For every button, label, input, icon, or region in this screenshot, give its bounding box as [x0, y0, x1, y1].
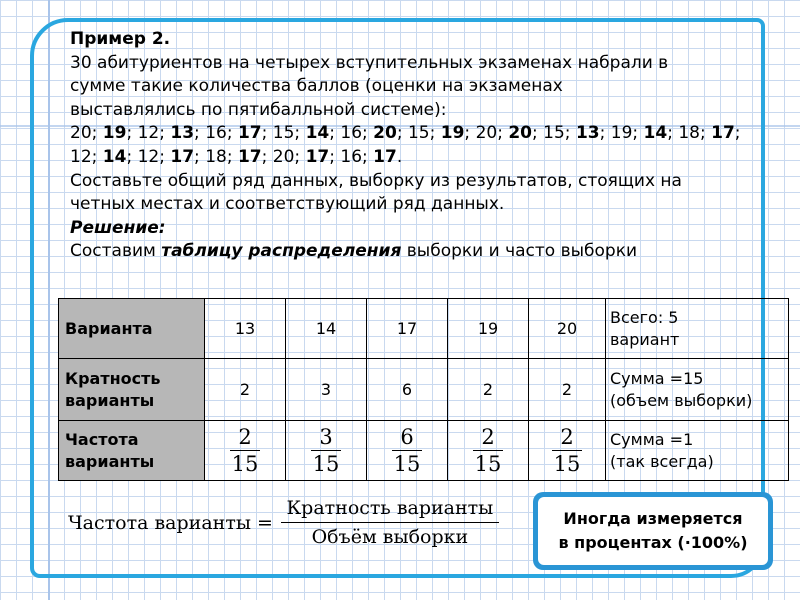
score-value: 17	[711, 123, 735, 144]
table-row	[59, 359, 789, 421]
multiplicity-cell: 2	[448, 359, 529, 421]
multiplicity-cell: 2	[205, 359, 286, 421]
fraction-bar	[473, 450, 503, 451]
fraction-bar	[311, 450, 341, 451]
fraction-numerator: 2	[560, 425, 574, 449]
fraction	[392, 425, 422, 476]
fraction-denominator: 15	[553, 452, 581, 476]
score-value: 14	[643, 123, 668, 144]
example-text	[70, 28, 760, 264]
score-value: 14	[102, 146, 127, 167]
problem-line-3: выставлялись по пятибалльной системе):	[70, 99, 447, 120]
multiplicity-cell: 2	[529, 359, 606, 421]
row-header-frequency	[59, 421, 205, 481]
fraction-denominator: 15	[393, 452, 421, 476]
solution-post: выборки и часто выборки	[401, 241, 638, 262]
multiplicity-cell: 3	[286, 359, 367, 421]
fraction-denominator: 15	[312, 452, 340, 476]
header-line: Кратность	[65, 368, 161, 388]
score-value: 16	[340, 146, 363, 167]
score-value: 13	[575, 123, 600, 144]
score-value: 19	[102, 123, 127, 144]
score-value: 17	[237, 123, 262, 144]
task-line-2: четных местах и соответствующий ряд данных.	[70, 194, 505, 215]
fraction-bar	[392, 450, 422, 451]
fraction-numerator: 6	[400, 425, 414, 449]
frequency-cell	[205, 421, 286, 481]
fraction-denominator: 15	[474, 452, 502, 476]
solution-label: Решение:	[70, 217, 166, 238]
frequency-formula	[68, 497, 499, 548]
frequency-cell	[448, 421, 529, 481]
score-value: 13	[170, 123, 195, 144]
formula-equals: =	[256, 511, 273, 534]
variant-note	[606, 299, 789, 359]
fraction	[552, 425, 582, 476]
score-value: 19	[610, 123, 633, 144]
example-title: Пример 2.	[70, 29, 171, 49]
table-row	[59, 421, 789, 481]
score-value: 17	[170, 146, 195, 167]
note-line: (так всегда)	[610, 451, 714, 471]
formula-denominator: Объём выборки	[311, 526, 469, 548]
row-header-multiplicity	[59, 359, 205, 421]
solution-line	[70, 240, 760, 264]
score-value: 12	[70, 146, 92, 167]
score-value: 15	[407, 123, 430, 144]
frequency-cell	[529, 421, 606, 481]
fraction	[230, 425, 260, 476]
note-line: Всего: 5	[610, 307, 679, 327]
score-value: 20	[70, 123, 92, 144]
header-line: варианты	[65, 451, 155, 471]
note-line: Сумма =1	[610, 429, 694, 449]
percent-callout	[533, 492, 773, 570]
multiplicity-cell: 6	[367, 359, 448, 421]
score-value: 15	[272, 123, 295, 144]
note-line: (объем выборки)	[610, 390, 753, 410]
score-value: 20	[475, 123, 498, 144]
fraction	[311, 425, 341, 476]
header-line: Частота	[65, 429, 139, 449]
score-value: 17	[373, 146, 397, 167]
variant-cell: 13	[205, 299, 286, 359]
callout-body	[538, 497, 768, 565]
solution-bold: таблицу распределения	[161, 241, 402, 262]
variant-cell: 17	[367, 299, 448, 359]
formula-numerator: Кратность варианты	[286, 497, 494, 519]
scores-line-2: 12; 14; 12; 17; 18; 17; 20; 17; 16; 17.	[70, 146, 403, 167]
fraction-bar	[230, 450, 260, 451]
frequency-cell	[367, 421, 448, 481]
fraction-bar	[552, 450, 582, 451]
note-line: Сумма =15	[610, 368, 704, 388]
formula-bar	[281, 522, 499, 523]
formula-lhs: Частота варианты	[68, 511, 251, 534]
header-line: варианты	[65, 390, 155, 410]
score-value: 14	[305, 123, 330, 144]
variant-cell: 19	[448, 299, 529, 359]
formula-fraction	[281, 497, 499, 548]
fraction	[473, 425, 503, 476]
task-line-1: Составьте общий ряд данных, выборку из результатов, стоящих на	[70, 170, 682, 191]
variant-cell: 14	[286, 299, 367, 359]
score-value: 17	[305, 146, 330, 167]
score-value: 20	[373, 123, 397, 144]
fraction-numerator: 3	[319, 425, 333, 449]
note-line: вариант	[610, 329, 680, 349]
score-value: 16	[205, 123, 227, 144]
solution-pre: Составим	[70, 241, 162, 262]
problem-line-1: 30 абитуриентов на четырех вступительных экзаменах набрали в	[70, 52, 669, 73]
fraction-numerator: 2	[481, 425, 495, 449]
frequency-cell	[286, 421, 367, 481]
score-value: 18	[205, 146, 227, 167]
score-value: 12	[137, 123, 160, 144]
score-value: 16	[340, 123, 363, 144]
score-value: 20	[272, 146, 295, 167]
row-header-variant: Варианта	[59, 299, 205, 359]
fraction-denominator: 15	[231, 452, 259, 476]
score-value: 17	[237, 146, 262, 167]
score-value: 18	[678, 123, 700, 144]
score-value: 15	[543, 123, 565, 144]
score-value: 12	[137, 146, 160, 167]
distribution-table	[58, 298, 789, 481]
score-value: 20	[508, 123, 533, 144]
callout-line-2: в процентах (·100%)	[558, 533, 748, 552]
problem-line-2: сумме такие количества баллов (оценки на экзаменах	[70, 76, 563, 97]
scores-line-1: 20; 19; 12; 13; 16; 17; 15; 14; 16; 20; 15; 19; 20; 20; 15; 13; 19; 14; 18; 17;	[70, 123, 741, 144]
frequency-note	[606, 421, 789, 481]
score-value: 19	[440, 123, 465, 144]
table-row	[59, 299, 789, 359]
variant-cell: 20	[529, 299, 606, 359]
fraction-numerator: 2	[238, 425, 252, 449]
callout-line-1: Иногда измеряется	[563, 509, 743, 528]
multiplicity-note	[606, 359, 789, 421]
